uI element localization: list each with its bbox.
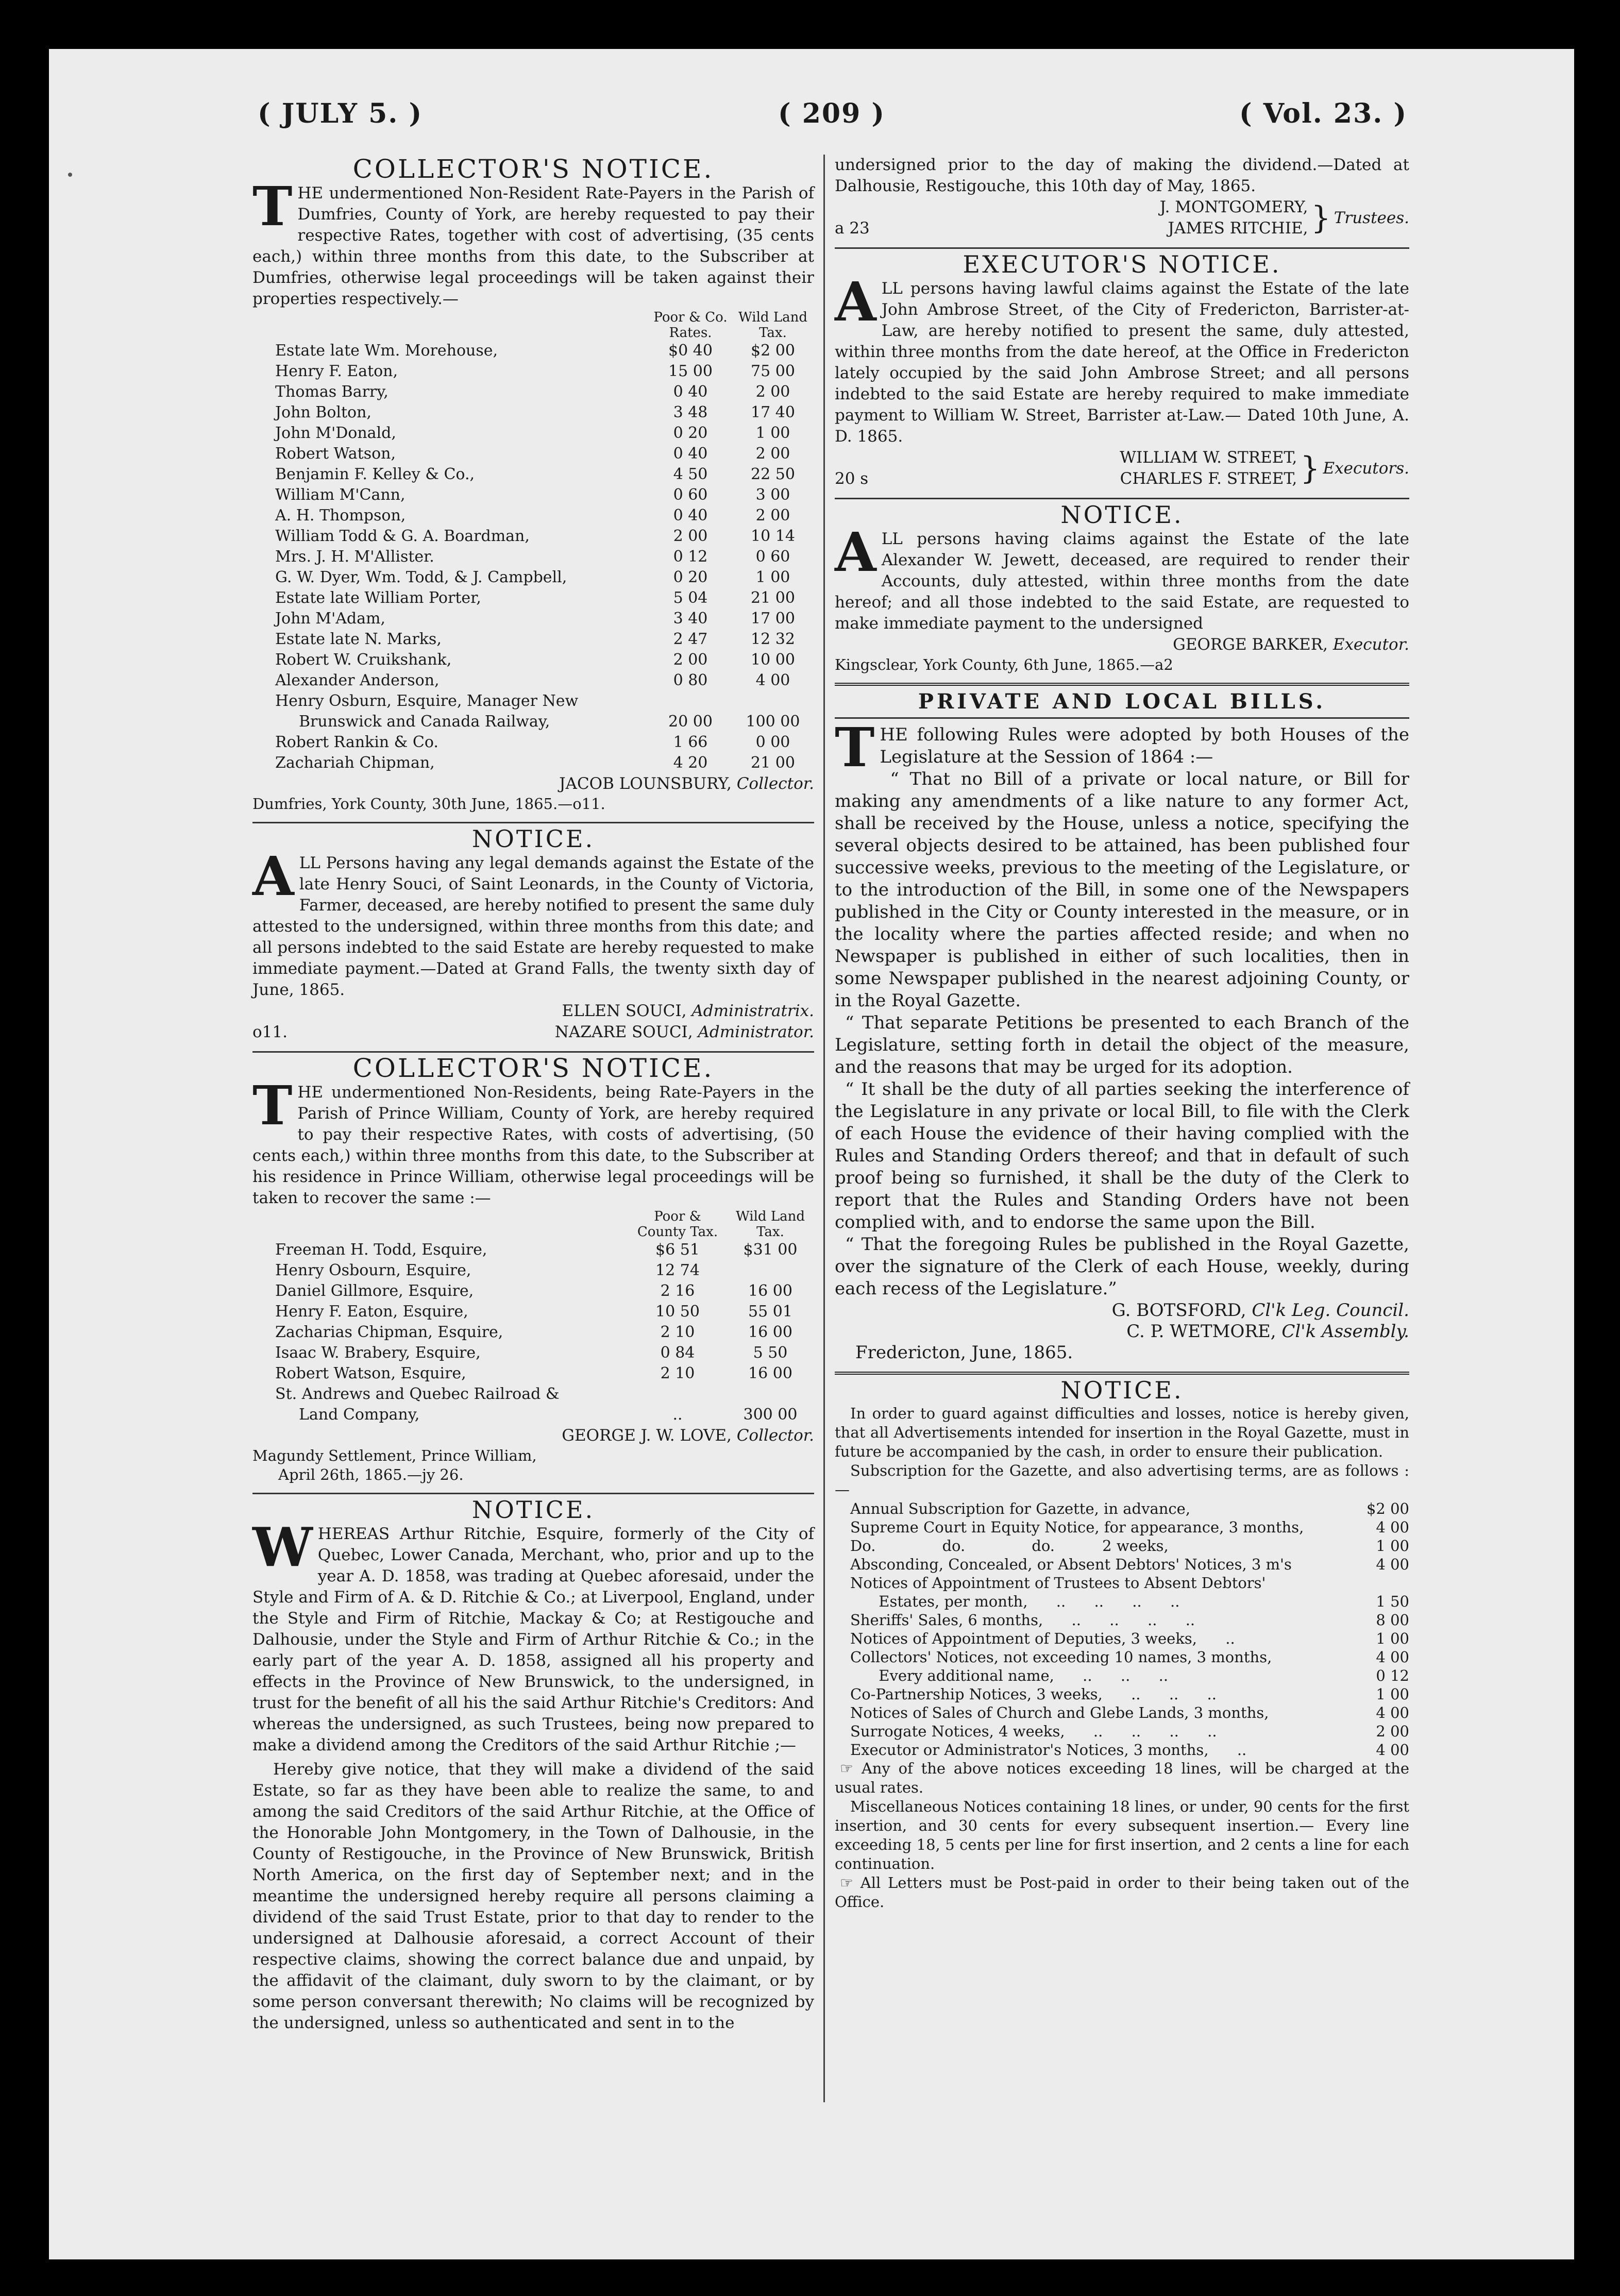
page-number: ( 209 ) [778,98,885,129]
notice-jewett-estate [835,501,1409,674]
poor-rate-value: 2 10 [660,1323,695,1341]
poor-rate-value: 15 00 [668,362,713,380]
poor-rate-value: 0 20 [673,568,708,586]
table-row [252,402,814,423]
wild-land-tax-value: 16 00 [748,1323,792,1341]
wild-land-tax-value: 16 00 [748,1282,792,1300]
rate-label: Supreme Court in Equity Notice, for appearance, 3 months, [850,1518,1304,1536]
separator [252,1051,814,1053]
table-row [252,361,814,382]
rate-value: 8 00 [1376,1611,1409,1629]
ratepayer-name: Daniel Gillmore, Esquire, [275,1282,474,1300]
brace-glyph: } [1300,450,1320,486]
poor-rate-value: 10 50 [655,1303,700,1321]
dateline: Fredericton, June, 1865. [855,1342,1073,1363]
drop-cap: T [252,175,293,238]
table-row [252,629,814,650]
ratepayer-name: Mrs. J. H. M'Allister. [275,548,434,566]
poor-rate-value: 0 40 [673,507,708,525]
dateline: Dumfries, York County, 30th June, 1865.—o11. [252,795,605,813]
table-row [252,567,814,588]
page-header [0,98,1620,144]
rate-value: 1 00 [1376,1537,1409,1555]
terms-intro: In order to guard against difficulties and losses, notice is hereby given, that all Advertisements intended for insertion in the Royal Gazette, must in future be accompanied by the cash, in order to ensure their publication. [835,1405,1409,1460]
table-row [252,1363,814,1384]
wild-land-tax-value [727,1260,814,1281]
separator [252,822,814,823]
notice-title: EXECUTOR'S NOTICE. [963,250,1281,278]
wild-land-tax-value: 0 60 [755,548,790,566]
ratepayer-name: Isaac W. Brabery, Esquire, [275,1344,481,1362]
rate-label: Executor or Administrator's Notices, 3 months, .. [850,1741,1247,1759]
rule-4: “ That the foregoing Rules be published in the Royal Gazette, over the signature of the Clerk of each House, weekly, during each recess of the Legislature.” [835,1234,1409,1299]
table-row [252,1302,814,1322]
notice-code: 20 s [835,469,869,488]
rate-value: 4 00 [1376,1556,1409,1573]
dateline: Magundy Settlement, Prince William, [252,1447,537,1464]
dateline: Kingsclear, York County, 6th June, 1865.—a2 [835,656,1173,673]
poor-rate-value: 1 66 [673,733,708,751]
notice-title: COLLECTOR'S NOTICE. [352,154,714,184]
wild-land-tax-value: 1 00 [755,568,790,586]
table-row [252,1405,814,1425]
column-divider [823,155,825,2102]
wild-land-tax-value: 4 00 [755,671,790,689]
wild-land-tax-value [732,691,814,712]
poor-rate-value: 12 74 [655,1261,700,1279]
issue-date: ( JULY 5. ) [258,98,423,129]
collector-signature: GEORGE J. W. LOVE, Collector. [562,1426,814,1445]
poor-rate-value: 0 12 [673,548,708,566]
notice-body: ALL Persons having any legal demands against the Estate of the late Henry Souci, of Saint Leonards, in the County of Victoria, Farmer, deceased, are hereby notified to present the same duly attested to the undersigned, within three months from this date; and all persons indebted to the said Estate are hereby requested to make immediate payment.—Dated at Grand Falls, the twenty sixth day of June, 1865. [252,845,814,999]
wild-land-tax-value: 2 00 [755,507,790,525]
notice-body: undersigned prior to the day of making the dividend.—Dated at Dalhousie, Restigouche, this 10th day of May, 1865. [835,156,1409,195]
table-row [252,753,814,773]
gazette-terms-notice [835,1376,1410,1912]
advertising-rates-table [835,1499,1409,1759]
rate-label: Notices of Appointment of Deputies, 3 weeks, .. [850,1630,1235,1647]
rule-3: “ It shall be the duty of all parties seeking the interference of the Legislature in any private or local Bill, to file with the Clerk of each House the evidence of their having complied with the Rules and Standing Orders thereof; and that in default of such proof being so furnished, it shall be the duty of the Clerk to report that the Rules and Standing Orders have not been complied with, and to endorse the same upon the Bill. [835,1079,1409,1233]
wild-land-tax-value: 3 00 [755,486,790,504]
notice-title: NOTICE. [1060,501,1184,529]
rate-value: 2 00 [1376,1723,1409,1740]
poor-rate-value: 3 40 [673,610,708,628]
poor-rate-value [649,691,732,712]
ratepayer-name: Robert Rankin & Co. [275,733,438,751]
notice-code: a 23 [835,219,870,238]
wild-land-tax-value: 5 50 [753,1344,788,1362]
ratepayer-name: John Bolton, [275,403,372,421]
notice-title: PRIVATE AND LOCAL BILLS. [918,689,1326,714]
notice-body: THE undermentioned Non-Resident Rate-Payers in the Parish of Dumfries, County of York, are hereby requested to pay their respective Rates, together with cost of advertising, (35 cents each,) within three months from this date, to the Subscriber at Dumfries, otherwise legal proceedings will be taken against their properties respectively.— [252,175,814,308]
wild-land-tax-value: 10 00 [751,651,795,669]
separator [252,1493,814,1494]
rate-value: 0 12 [1376,1667,1409,1684]
ratepayer-name: Thomas Barry, [275,383,389,401]
rate-value: 4 00 [1376,1741,1409,1759]
terms-note-2: Miscellaneous Notices containing 18 lines, or under, 90 cents for the first insertion, and 30 cents for every subsequent insertion.— Every line exceeding 18, 5 cents per line for first insertion, and 2 cents a line for each continuation. [835,1798,1409,1872]
rates-table [252,1209,814,1425]
terms-note-1: ☞ Any of the above notices exceeding 18 lines, will be charged at the usual rates. [835,1760,1410,1796]
rate-value: 4 00 [1376,1704,1409,1721]
rate-value [1347,1574,1409,1592]
ratepayer-name: A. H. Thompson, [275,507,406,525]
ratepayer-name: Estate late William Porter, [275,589,481,607]
rates-table [252,310,814,773]
ratepayer-name: Alexander Anderson, [275,671,440,689]
ratepayer-name: Estate late Wm. Morehouse, [275,342,498,360]
collector-notice-dumfries [252,154,814,814]
ratepayer-name: Henry Osbourn, Esquire, [275,1261,471,1279]
poor-rate-value: 0 80 [673,671,708,689]
wild-land-tax-value: 17 00 [751,610,795,628]
rate-row [835,1518,1409,1537]
notice-body: WHEREAS Arthur Ritchie, Esquire, formerly of the City of Quebec, Lower Canada, Merchant, who, prior and up to the year A. D. 1858, was trading at Quebec aforesaid, under the Style and Firm of A. & D. Ritchie & Co.; at Liverpool, England, under the Style and Firm of Ritchie, Mackay & Co; at Restigouche and Dalhousie, under the Style and Firm of Arthur Ritchie & Co.; in the early part of the year A. D. 1858, assigned all his property and effects in the Province of New Brunswick, to the undersigned, in trust for the benefit of all his the said Arthur Ritchie's Creditors: And whereas the undersigned, as such Trustees, being now prepared to make a dividend among the Creditors of the said Arthur Ritchie ;— [252,1515,814,1754]
ratepayer-name: Estate late N. Marks, [275,630,442,648]
poor-rate-value: 0 40 [673,383,708,401]
table-row [252,505,814,526]
rate-value: 4 00 [1376,1518,1409,1536]
table-row [252,1343,814,1363]
separator-double [835,683,1409,686]
poor-rate-value: 2 00 [673,527,708,545]
table-row [252,464,814,485]
rate-label: Annual Subscription for Gazette, in advance, [850,1500,1191,1517]
drop-cap: T [252,1074,293,1137]
wild-land-tax-value: 1 00 [755,424,790,442]
rate-label: Notices of Sales of Church and Glebe Lands, 3 months, [850,1704,1269,1721]
executor-signature: GEORGE BARKER, Executor. [1173,635,1409,654]
wild-land-tax-value: 21 00 [751,754,795,772]
ratepayer-name: Robert W. Cruikshank, [275,651,452,669]
brace-glyph: } [1311,200,1331,236]
wild-land-tax-value: 2 00 [755,445,790,463]
rate-value: 1 50 [1376,1593,1409,1610]
clerk-signature-council: G. BOTSFORD, Cl'k Leg. Council. [1111,1300,1409,1321]
poor-rate-value: 0 20 [673,424,708,442]
rate-row [835,1666,1409,1685]
poor-rate-value: 3 48 [673,403,708,421]
wild-land-tax-value: 22 50 [751,465,795,483]
rate-row [835,1648,1409,1666]
rate-label: Do. do. do. 2 weeks, [850,1537,1169,1555]
administratrix-signature: ELLEN SOUCI, Administratrix. [562,1002,814,1020]
separator [835,247,1409,249]
poor-rate-value: 2 10 [660,1364,695,1382]
table-row [252,485,814,505]
rule-2: “ That separate Petitions be presented to each Branch of the Legislature, setting forth in detail the object of the measure, and the reasons that may be urged for its adoption. [835,1012,1409,1077]
wild-land-tax-value: 17 40 [751,403,795,421]
drop-cap: T [835,716,875,779]
table-row [252,609,814,629]
rule-1: “ That no Bill of a private or local nature, or Bill for making any amendments of a like nature to any former Act, shall be received by the House, unless a notice, specifying the several objects desired to be attained, has been published four successive weeks, previous to the meeting of the Legislature, or to the introduction of the Bill, in some one of the Newspapers published in the City or County interested in the measure, or in the locality where the parties affected reside; and when no Newspaper is published in either of such localities, then in some Newspaper published in the nearest adjoining County, or in the Royal Gazette. [835,769,1409,1011]
ratepayer-name: Robert Watson, [275,445,396,463]
rate-value: $2 00 [1366,1500,1409,1517]
poor-rate-value: 2 47 [673,630,708,648]
right-column [835,155,1409,1920]
wild-land-tax-value: 2 00 [755,383,790,401]
table-row [252,526,814,547]
notice-title: COLLECTOR'S NOTICE. [352,1053,714,1083]
executors-notice [835,250,1409,489]
table-row [252,588,814,609]
wild-land-tax-value: $2 00 [751,342,795,360]
ratepayer-name: John M'Donald, [275,424,396,442]
ratepayer-name: Freeman H. Todd, Esquire, [275,1241,487,1259]
rate-label: Every additional name, .. .. .. [850,1667,1169,1684]
wild-land-tax-value: 55 01 [748,1303,792,1321]
wild-land-tax-value: 10 14 [751,527,795,545]
ratepayer-name: William M'Cann, [275,486,406,504]
poor-rate-value: 0 40 [673,445,708,463]
executors-signature: 20 s WILLIAM W. STREET, CHARLES F. STREET, } Executors. [835,447,1409,489]
notice-ritchie-trust [252,1496,814,2034]
ratepayer-name: John M'Adam, [275,610,385,628]
rate-row [835,1611,1409,1629]
left-column [252,155,814,2042]
ratepayer-name: Benjamin F. Kelley & Co., [275,465,475,483]
notice-title: NOTICE. [471,1496,595,1524]
dateline-cont: April 26th, 1865.—jy 26. [278,1466,464,1483]
table-row [252,423,814,444]
drop-cap: A [252,845,294,908]
rate-row [835,1555,1409,1574]
rate-row [835,1574,1409,1592]
column-header-wild-land: Wild Land Tax. [738,310,807,341]
ratepayer-name: St. Andrews and Quebec Railroad & [275,1385,560,1403]
table-row [252,670,814,691]
trustees-signature: a 23 J. MONTGOMERY, JAMES RITCHIE, } Trustees. [835,197,1409,239]
collector-notice-prince-william [252,1053,814,1484]
poor-rate-value: 20 00 [668,713,713,731]
rate-row [835,1592,1409,1611]
poor-rate-value [629,1384,727,1405]
table-row [252,650,814,670]
ratepayer-name: Brunswick and Canada Railway, [299,713,550,731]
column-header-poor-rates: Poor & Co. Rates. [653,310,728,341]
wild-land-tax-value: 16 00 [748,1364,792,1382]
wild-land-tax-value [727,1384,814,1405]
ratepayer-name: Robert Watson, Esquire, [275,1364,466,1382]
volume-number: ( Vol. 23. ) [1239,98,1408,129]
wild-land-tax-value: 300 00 [743,1406,798,1424]
table-row [252,691,814,712]
wild-land-tax-value: 12 32 [751,630,795,648]
drop-cap: A [835,270,876,333]
wild-land-tax-value: 75 00 [751,362,795,380]
separator [835,717,1409,719]
rate-row [835,1741,1409,1759]
table-row [252,1240,814,1260]
notice-title: NOTICE. [1060,1376,1184,1404]
ratepayer-name: G. W. Dyer, Wm. Todd, & J. Campbell, [275,568,567,586]
rate-label: Sheriffs' Sales, 6 months, .. .. .. .. [850,1611,1195,1629]
rate-row [835,1629,1409,1648]
table-row [252,382,814,402]
poor-rate-value: .. [672,1406,683,1424]
notice-body: ALL persons having claims against the Estate of the late Alexander W. Jewett, deceased, are required to render their Accounts, duly attested, within three months from the date hereof; and all those indebted to the said Estate, are requested to make immediate payment to the undersigned [835,520,1409,633]
poor-rate-value: $6 51 [655,1241,700,1259]
poor-rate-value: 0 84 [660,1344,695,1362]
collector-signature: JACOB LOUNSBURY, Collector. [559,774,814,793]
poor-rate-value: 4 20 [673,754,708,772]
wild-land-tax-value: 0 00 [755,733,790,751]
ratepayer-name: Henry F. Eaton, [275,362,398,380]
table-row [252,732,814,753]
rate-value: 1 00 [1376,1685,1409,1703]
clerk-signature-assembly: C. P. WETMORE, Cl'k Assembly. [1126,1321,1409,1342]
rate-label: Absconding, Concealed, or Absent Debtors' Notices, 3 m's [850,1556,1292,1573]
administrator-signature-row: o11. NAZARE SOUCI, Administrator. [252,1022,814,1043]
notice-souci-estate [252,825,814,1043]
drop-cap: W [252,1515,313,1579]
ratepayer-name: William Todd & G. A. Boardman, [275,527,530,545]
drop-cap: A [835,520,876,584]
poor-rate-value: 4 50 [673,465,708,483]
poor-rate-value: 5 04 [673,589,708,607]
rate-row [835,1537,1409,1555]
rate-row [835,1722,1409,1741]
poor-rate-value: $0 40 [668,342,713,360]
poor-rate-value: 0 60 [673,486,708,504]
table-row [252,1384,814,1405]
notice-ritchie-continued [835,155,1409,239]
rate-row [835,1685,1409,1703]
rate-label: Estates, per month, .. .. .. .. [850,1593,1180,1610]
rate-value: 1 00 [1376,1630,1409,1647]
wild-land-tax-value: $31 00 [743,1241,798,1259]
column-header-wild-land: Wild Land Tax. [736,1209,805,1240]
table-row [252,547,814,567]
rate-row [835,1703,1409,1722]
pointing-hand-icon: ☞ [840,1760,853,1777]
table-row [252,444,814,464]
wild-land-tax-value: 100 00 [746,713,800,731]
rate-label: Surrogate Notices, 4 weeks, .. .. .. .. [850,1723,1217,1740]
notice-code: o11. [252,1023,288,1041]
wild-land-tax-value: 21 00 [751,589,795,607]
table-row [252,712,814,732]
notice-body: THE undermentioned Non-Residents, being Rate-Payers in the Parish of Prince William, County of York, are hereby required to pay their respective Rates, with costs of advertising, (50 cents each,) within three months from this date, to the Subscriber at his residence in Prince William, otherwise legal proceedings will be taken to recover the same :— [252,1074,814,1207]
private-local-bills [835,691,1409,1363]
rate-label: Collectors' Notices, not exceeding 10 names, 3 months, [850,1648,1272,1666]
table-row [252,1322,814,1343]
ratepayer-name: Henry F. Eaton, Esquire, [275,1303,468,1321]
ratepayer-name: Zacharias Chipman, Esquire, [275,1323,503,1341]
notice-body-cont: Hereby give notice, that they will make a dividend of the said Estate, so far as they have been able to realize the same, to and among the said Creditors of the said Arthur Ritchie, at the Office of the Honorable John Montgomery, in the Town of Dalhousie, in the County of Restigouche, in the Province of New Brunswick, British North America, on the first day of September next; and in the meantime the undersigned hereby require all persons claiming a dividend of the said Trust Estate, prior to that day to render to the undersigned at Dalhousie aforesaid, a correct Account of their respective claims, showing the correct balance due and unpaid, by the affidavit of the claimant, duly sworn to by the claimant, or by some person conversant therewith; No claims will be recognized by the undersigned, unless so authenticated and sent in to the [252,1760,814,2032]
notice-body: ALL persons having lawful claims against the Estate of the late John Ambrose Street, of the City of Fredericton, Barrister-at-Law, are hereby notified to present the same, duly attested, within three months from the date hereof, at the Office in Fredericton lately occupied by the said John Ambrose Street; and all persons indebted to the said Estate are hereby required to make immediate payment to William W. Street, Barrister at-Law.— Dated 10th June, A. D. 1865. [835,270,1409,446]
rules-intro: THE following Rules were adopted by both Houses of the Legislature at the Session of 1864 :— [835,716,1409,779]
poor-rate-value: 2 16 [660,1282,695,1300]
table-row [252,1281,814,1302]
rate-value: 4 00 [1376,1648,1409,1666]
rate-label: Notices of Appointment of Trustees to Absent Debtors' [850,1574,1266,1592]
column-header-poor-county: Poor & County Tax. [637,1209,718,1240]
table-row [252,1260,814,1281]
pointing-hand-icon: ☞ [840,1874,853,1892]
ratepayer-name: Land Company, [299,1406,420,1424]
rate-label: Co-Partnership Notices, 3 weeks, .. .. .. [850,1685,1217,1703]
separator [835,498,1409,499]
ratepayer-name: Henry Osburn, Esquire, Manager New [275,692,579,710]
margin-mark [68,173,72,177]
ratepayer-name: Zachariah Chipman, [275,754,435,772]
poor-rate-value: 2 00 [673,651,708,669]
terms-note-3: ☞ All Letters must be Post-paid in order to their being taken out of the Office. [835,1874,1409,1911]
terms-intro-2: Subscription for the Gazette, and also advertising terms, are as follows :— [835,1462,1409,1498]
notice-title: NOTICE. [471,825,595,853]
table-row [252,341,814,361]
separator-double [835,1372,1409,1375]
rate-row [835,1499,1409,1518]
